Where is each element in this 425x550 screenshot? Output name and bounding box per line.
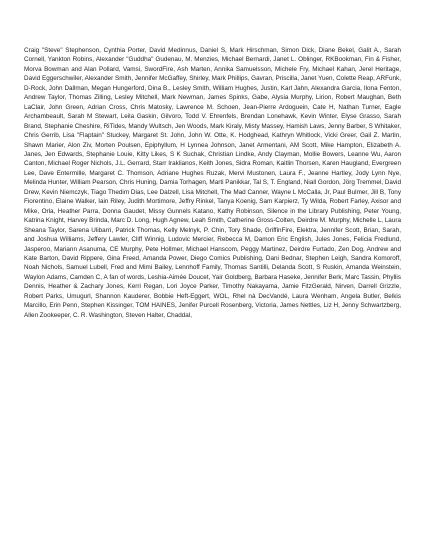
- acknowledgments-name-list: Craig "Steve" Stephenson, Cynthia Porter, David Medinnus, Daniel S, Mark Hirschman, Simon Dick, Diane Bekel, Galit A., Sarah Cornell, Yankton Robins, Alexander "Guddha" Gudenau, M. Menzies, Michael Bernardi, Janet L. Oblinger, RKBookman, Fin & Fisher, Morva Bowman and Alan Pollard, Vamsi, SwordFire, Ash Marten, Annika Samuelsson, Michele Fry, Michael Kahan, Jerel Heritage, David Eggerschwiler, Alexander Smith, Jennifer McGaffey, Shirley, Mark Phillips, Gavran, Priscilla, Janet Yuen, Colette Reap, ARFunk, D-Rock, John Dallman, Megan Hungerford, Dina B., Lesley Smith, William Hughes, Justin, Karl Jahn, Alexandra Garcia, Ilona Fenton, Andrew Taylor, Thomas Zilling, Lesley Mitchell, Mark Newman, James Spinks, Gabe, Alysia Murphy, Lirion, Robert Maughan, Beth LaClair, John Green, Adrian Cross, Chris Matosky, Lawrence M. Schoen, Jean-Pierre Ardoguein, Cate H, Nathan Turner, Eagle Archambeault, Sarah M Stewart, Leila Gaskin, Gilvoro, Todd V. Ehrenfels, Brendan Lonehawk, Kevin Winter, Elyse Grasso, Sarah Brand, Stephanie Cheshire, RiTides, Mandy Wultsch, Jen Woods, Mark Kiraly, Misty Massey, Hamish Laws, Jenny Barber, S Whitaker, Chris Gerrib, Lisa "Flaptain" Stuckey, Margaret St. John, John W. Otte, K. Hodghead, Kathryn Whitlock, Vicki Greer, Gail Z. Martin, Shawn Marier, Alon Ziv, Morten Poulsen, Epiphyllum, H Lynnea Johnson, Janet Armentani, AM Scott, Mike Hampton, Elizabeth A. Janes, Jen Edwards, Stephanie Louie, Kitty Likes, S K Suchak, Christian Lindke, Andy Clayman, Mollie Bowers, Leanne Wu, Aaron Canton, Michael Roger Nichols, J.L. Gerrard, Starr Iraklianos, Keith Jones, Sidra Roman, Kaitlin Thorsen, Karen Haugland, Evergreen Lee, Dave Entermille, Margaret C. Thomson, Adriane Hughes Ruzak, Mervi Mustonen, Laura F., Jeanne Hartley, Jody Lynn Nye, Melinda Hunter, William Pearson, Chris Huning, Damia Torhagen, Marti Panikkar, Tal S, T. England, Niall Gordon, Jörg Tremmel, David Drew, Kevin Niemczyk, Tiago Thedim Dias, Lee Dalzell, Lisa Mitchell, The Mad Canner, Wayne L McCalla, Jr, Paul Bulmer, Jill B, Tony Fiorentino, Elaine Walker, Iain Riley, Judith Mortimore, Jeffry Rinkel, Tanya Koenig, Sam Karpierz, Ty Wilda, Robert Farley, Axisor and Mike, Orla, Heather Parra, Donna Gaudet, Missy Gunnels Katano, Kathy Robinson, Silence in the Library Publishing, Peter Young, Katrina Knight, Harvey Brinda, Marc D. Long, Hugh Agnew, Leah Smith, Catherine Gross-Colten, Deirdre M. Murphy, Michelle L, Laura Sheana Taylor, Sarena Ulibarri, Patrick Thomas, Kelly Melnyk, P. Chin, Tory Shade, GriffinFire, Elektra, Jennifer Scott, Brian, Sarah, and Joshua Williams, Jeffery Lawler, Cliff Winnig, Ludovic Mercier, Rebecca M, Damon Eric English, Jules Jones, Felicia Fredlund, Jasperoo, Mariann Asanuma, CE Murphy, Pete Hollmer, Michael Hanscom, Peggy Martinez, Deirdre Furtado, Zen Dog, Andrew and Kate Barton, David Rippere, Gina Freed, Amanda Power, Diego Comics Publishing, Dani Bednar, Stephen Leigh, Sandra Komoroff, Noah Nichols, Samuel Lubell, Fred and Mimi Bailey, Lennhoff Family, Thomas Santilli, Delanda Scott, S Ruskin, Amanda Weinstein, Waylon Adams, Camden C, A fan of words, Leshia-Aimée Doucet, Yair Goldberg, Barbara Haseke, Jennifer Berk, Marc Tassin, Phyllis Dennis, Heather & Zachary Jones, Kerri Regan, Lori Joyce Parker, Timothy Nakayama, Jamie FitzGerald, Nirven, Darrell Grizzle, Robert Parks, Umugurl, Shannon Kauderer, Bobbie Heft-Eggert, WOL, Rhel nà DecVandé, Laura Wenham, Angela Butler, Belkis Marcillo, Erin Penn, Stephen Kissinger, TOM HAINES, Jenifer Purcell Rosenberg, Victoria, James Nettles, Liz H, Jenny Schwartzberg, Allen Zookeeper, C. R. Washington, Steven Halter, Chaddal,: [24, 47, 401, 319]
